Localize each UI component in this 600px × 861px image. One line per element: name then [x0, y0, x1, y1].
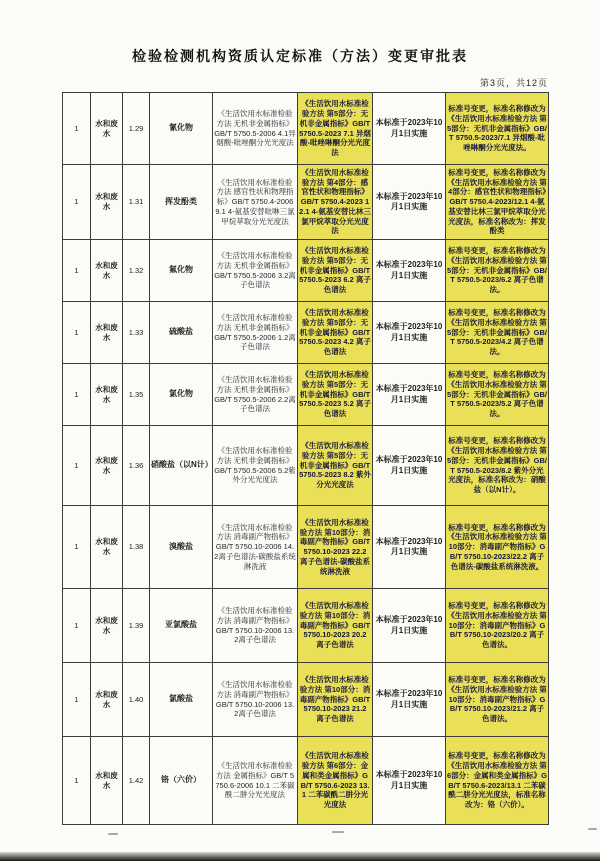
cell-serial-no: 1 [63, 364, 91, 426]
table-row [63, 93, 549, 165]
table-row [63, 240, 549, 302]
cell-change-note: 标准号变更，标准名称修改为《生活饮用水标准检验方法 第10部分：消毒副产物指标》GB/T 5750.10-2023/20.2 离子色谱法。 [446, 589, 549, 663]
cell-parameter-name: 氯化物 [150, 364, 213, 426]
cell-parameter-name: 硝酸盐（以N计） [150, 426, 213, 506]
cell-parameter-name: 溴酸盐 [150, 506, 213, 589]
cell-parameter-name: 硫酸盐 [150, 302, 213, 364]
cell-old-standard: 《生活饮用水标准检验方法 金属指标》GB/T 5750.6-2006 10.1 二苯碳酰二肼分光光度法 [213, 737, 298, 825]
cell-new-standard: 《生活饮用水标准检验方法 第10部分：消毒副产物指标》GB/T 5750.10-2023 21.2 离子色谱法 [298, 663, 373, 737]
cell-category: 水和废水 [91, 737, 123, 825]
cell-serial-no: 1 [63, 506, 91, 589]
cell-new-standard: 《生活饮用水标准检验方法 第4部分：感官性状和物理指标》GB/T 5750.4-2023 12.1 4-氨基安替比林三氯甲烷萃取分光光度法 [298, 165, 373, 240]
cell-serial-no: 1 [63, 240, 91, 302]
cell-item-no: 1.29 [123, 93, 150, 165]
scan-artifact [108, 833, 118, 835]
page-title: 检验检测机构资质认定标准（方法）变更审批表 [132, 50, 468, 65]
cell-item-no: 1.32 [123, 240, 150, 302]
cell-change-note: 标准号变更，标准名称修改为《生活饮用水标准检验方法 第4部分：感官性状和物理指标》GB/T 5750.4-2023/12.1 4-氨基安替比林三氯甲烷萃取分光光度法，标准名称改为：挥发酚类 [446, 165, 549, 240]
cell-category: 水和废水 [91, 165, 123, 240]
table-row [63, 663, 549, 737]
cell-old-standard: 《生活饮用水标准检验方法 无机非金属指标》GB/T 5750.5-2006 3.2离子色谱法 [213, 240, 298, 302]
cell-change-note: 标准号变更，标准名称修改为《生活饮用水标准检验方法 第5部分：无机非金属指标》GB/T 5750.5-2023/8.2 紫外分光光度法，标准名称改为：硝酸盐（以N计）。 [446, 426, 549, 506]
cell-item-no: 1.42 [123, 737, 150, 825]
scan-artifact [588, 828, 597, 830]
cell-implementation-date: 本标准于2023年10月1日实施 [373, 737, 446, 825]
cell-new-standard: 《生活饮用水标准检验方法 第10部分：消毒副产物指标》GB/T 5750.10-2023 22.2 离子色谱法-碳酸盐系统淋洗液 [298, 506, 373, 589]
cell-serial-no: 1 [63, 426, 91, 506]
cell-parameter-name: 铬（六价） [150, 737, 213, 825]
cell-implementation-date: 本标准于2023年10月1日实施 [373, 589, 446, 663]
table-row [63, 165, 549, 240]
cell-change-note: 标准号变更，标准名称修改为《生活饮用水标准检验方法 第5部分：无机非金属指标》GB/T 5750.5-2023/5.2 离子色谱法。 [446, 364, 549, 426]
cell-old-standard: 《生活饮用水标准检验方法 消毒副产物指标》GB/T 5750.10-2006 13.2离子色谱法 [213, 589, 298, 663]
cell-change-note: 标准号变更，标准名称修改为《生活饮用水标准检验方法 第5部分：无机非金属指标》GB/T 5750.5-2023/7.1 异烟酸-吡唑啉酮分光光度法。 [446, 93, 549, 165]
cell-serial-no: 1 [63, 93, 91, 165]
standard-change-table [62, 92, 549, 825]
cell-parameter-name: 氯酸盐 [150, 663, 213, 737]
cell-old-standard: 《生活饮用水标准检验方法 无机非金属指标》GB/T 5750.5-2006 5.2紫外分光光度法 [213, 426, 298, 506]
cell-change-note: 标准号变更，标准名称修改为《生活饮用水标准检验方法 第6部分：金属和类金属指标》GB/T 5750.6-2023/13.1 二苯碳酰二肼分光光度法，标准名称改为：铬（六价）。 [446, 737, 549, 825]
cell-item-no: 1.33 [123, 302, 150, 364]
cell-serial-no: 1 [63, 663, 91, 737]
cell-item-no: 1.35 [123, 364, 150, 426]
cell-serial-no: 1 [63, 589, 91, 663]
cell-new-standard: 《生活饮用水标准检验方法 第5部分：无机非金属指标》GB/T 5750.5-2023 5.2 离子色谱法 [298, 364, 373, 426]
cell-implementation-date: 本标准于2023年10月1日实施 [373, 426, 446, 506]
cell-old-standard: 《生活饮用水标准检验方法 无机非金属指标》GB/T 5750.5-2006 2.2离子色谱法 [213, 364, 298, 426]
cell-change-note: 标准号变更，标准名称修改为《生活饮用水标准检验方法 第5部分：无机非金属指标》GB/T 5750.5-2023/6.2 离子色谱法。 [446, 240, 549, 302]
cell-item-no: 1.31 [123, 165, 150, 240]
table-row [63, 737, 549, 825]
cell-old-standard: 《生活饮用水标准检验方法 无机非金属指标》GB/T 5750.5-2006 1.2离子色谱法 [213, 302, 298, 364]
cell-new-standard: 《生活饮用水标准检验方法 第6部分：金属和类金属指标》GB/T 5750.6-2023 13.1 二苯碳酰二肼分光光度法 [298, 737, 373, 825]
cell-parameter-name: 氟化物 [150, 240, 213, 302]
cell-change-note: 标准号变更，标准名称修改为《生活饮用水标准检验方法 第10部分：消毒副产物指标》GB/T 5750.10-2023/21.2 离子色谱法。 [446, 663, 549, 737]
table-row [63, 589, 549, 663]
cell-implementation-date: 本标准于2023年10月1日实施 [373, 364, 446, 426]
cell-serial-no: 1 [63, 165, 91, 240]
page-number-indicator: 第3页，共12页 [479, 78, 548, 88]
cell-category: 水和废水 [91, 364, 123, 426]
scan-edge-shadow [0, 852, 600, 861]
cell-new-standard: 《生活饮用水标准检验方法 第5部分：无机非金属指标》GB/T 5750.5-2023 4.2 离子色谱法 [298, 302, 373, 364]
cell-parameter-name: 亚氯酸盐 [150, 589, 213, 663]
scan-artifact [332, 831, 344, 833]
cell-new-standard: 《生活饮用水标准检验方法 第5部分：无机非金属指标》GB/T 5750.5-2023 6.2 离子色谱法 [298, 240, 373, 302]
table-row [63, 302, 549, 364]
cell-implementation-date: 本标准于2023年10月1日实施 [373, 165, 446, 240]
cell-item-no: 1.38 [123, 506, 150, 589]
cell-new-standard: 《生活饮用水标准检验方法 第5部分：无机非金属指标》GB/T 5750.5-2023 8.2 紫外分光光度法 [298, 426, 373, 506]
cell-old-standard: 《生活饮用水标准检验方法 无机非金属指标》GB/T 5750.5-2006 4.1异烟酸-吡唑酮分光光度法 [213, 93, 298, 165]
cell-category: 水和废水 [91, 506, 123, 589]
cell-implementation-date: 本标准于2023年10月1日实施 [373, 240, 446, 302]
cell-category: 水和废水 [91, 93, 123, 165]
cell-category: 水和废水 [91, 240, 123, 302]
cell-old-standard: 《生活饮用水标准检验方法 消毒副产物指标》GB/T 5750.10-2006 14.2离子色谱法-碳酸盐系统淋洗液 [213, 506, 298, 589]
cell-change-note: 标准号变更，标准名称修改为《生活饮用水标准检验方法 第10部分：消毒副产物指标》GB/T 5750.10-2023/22.2 离子色谱法-碳酸盐系统淋洗液。 [446, 506, 549, 589]
cell-category: 水和废水 [91, 426, 123, 506]
cell-implementation-date: 本标准于2023年10月1日实施 [373, 93, 446, 165]
cell-implementation-date: 本标准于2023年10月1日实施 [373, 506, 446, 589]
cell-item-no: 1.39 [123, 589, 150, 663]
cell-parameter-name: 氰化物 [150, 93, 213, 165]
cell-parameter-name: 挥发酚类 [150, 165, 213, 240]
cell-change-note: 标准号变更，标准名称修改为《生活饮用水标准检验方法 第5部分：无机非金属指标》GB/T 5750.5-2023/4.2 离子色谱法。 [446, 302, 549, 364]
cell-new-standard: 《生活饮用水标准检验方法 第10部分：消毒副产物指标》GB/T 5750.10-2023 20.2 离子色谱法 [298, 589, 373, 663]
cell-new-standard: 《生活饮用水标准检验方法 第5部分：无机非金属指标》GB/T 5750.5-2023 7.1 异烟酸-吡唑啉酮分光光度法 [298, 93, 373, 165]
cell-category: 水和废水 [91, 663, 123, 737]
cell-serial-no: 1 [63, 302, 91, 364]
cell-implementation-date: 本标准于2023年10月1日实施 [373, 663, 446, 737]
cell-serial-no: 1 [63, 737, 91, 825]
cell-implementation-date: 本标准于2023年10月1日实施 [373, 302, 446, 364]
cell-old-standard: 《生活饮用水标准检验方法 消毒副产物指标》GB/T 5750.10-2006 13.2离子色谱法 [213, 663, 298, 737]
table-row [63, 506, 549, 589]
cell-category: 水和废水 [91, 302, 123, 364]
table-row [63, 364, 549, 426]
cell-category: 水和废水 [91, 589, 123, 663]
cell-old-standard: 《生活饮用水标准检验方法 感官性状和物理指标》GB/T 5750.4-2006 9.1 4-氨基安替吡啉三氯甲烷萃取分光光度法 [213, 165, 298, 240]
cell-item-no: 1.36 [123, 426, 150, 506]
table-row [63, 426, 549, 506]
cell-item-no: 1.40 [123, 663, 150, 737]
